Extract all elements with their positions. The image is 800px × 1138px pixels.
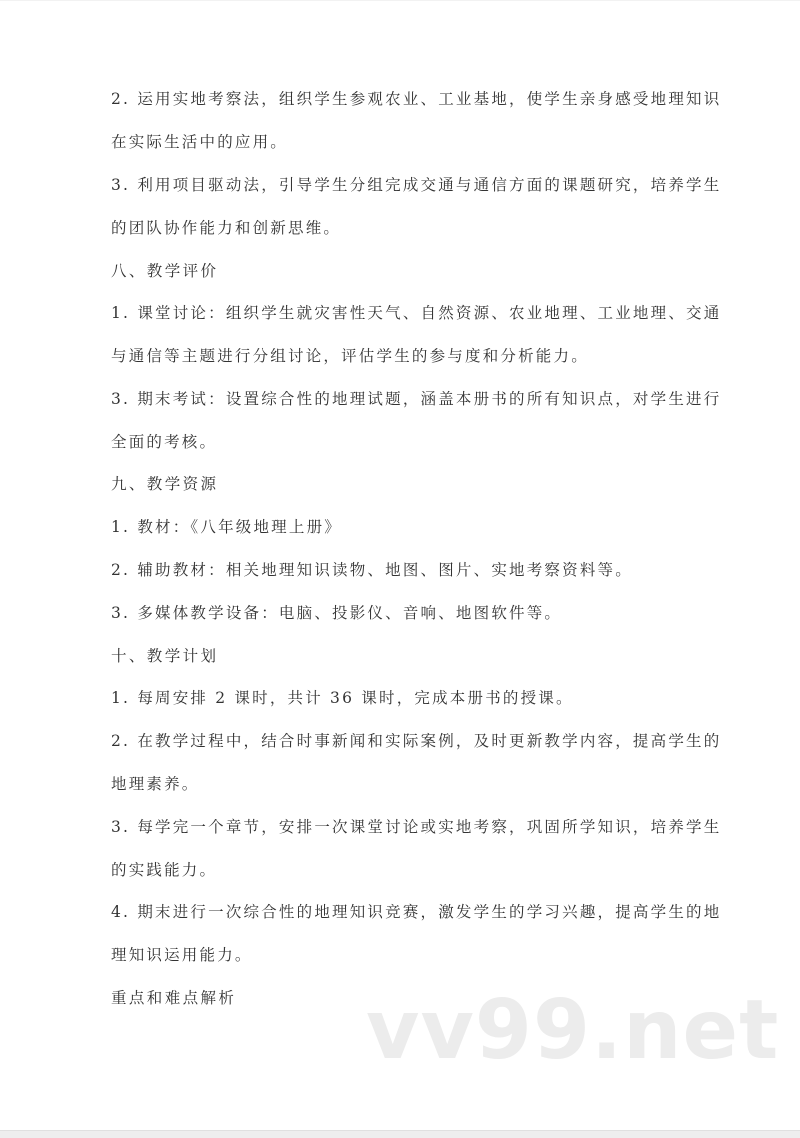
- text-line: 3. 多媒体教学设备：电脑、投影仪、音响、地图软件等。: [111, 604, 563, 622]
- text-line: 3. 期末考试：设置综合性的地理试题，涵盖本册书的所有知识点，对学生进行: [111, 390, 722, 408]
- text-line: 理知识运用能力。: [111, 946, 253, 964]
- text-line: 在实际生活中的应用。: [111, 133, 289, 151]
- text-line: 4. 期末进行一次综合性的地理知识竞赛，激发学生的学习兴趣，提高学生的地: [111, 903, 722, 921]
- watermark-text: vv99.net: [366, 983, 780, 1078]
- section-heading: 八、教学评价: [111, 262, 219, 280]
- text-line: 的实践能力。: [111, 861, 218, 879]
- text-line: 3. 每学完一个章节，安排一次课堂讨论或实地考察，巩固所学知识，培养学生: [111, 818, 722, 836]
- page-top-edge: [0, 0, 800, 1]
- text-line: 的团队协作能力和创新思维。: [111, 219, 342, 237]
- text-line: 1. 每周安排 2 课时，共计 36 课时，完成本册书的授课。: [111, 689, 574, 707]
- text-line: 1. 课堂讨论：组织学生就灾害性天气、自然资源、农业地理、工业地理、交通: [111, 304, 722, 322]
- text-line: 与通信等主题进行分组讨论，评估学生的参与度和分析能力。: [111, 347, 589, 365]
- text-line: 3. 利用项目驱动法，引导学生分组完成交通与通信方面的课题研究，培养学生: [111, 176, 722, 194]
- text-line: 2. 辅助教材：相关地理知识读物、地图、图片、实地考察资料等。: [111, 561, 633, 579]
- section-heading: 重点和难点解析: [111, 989, 237, 1007]
- text-line: 2. 运用实地考察法，组织学生参观农业、工业基地，使学生亲身感受地理知识: [111, 90, 722, 108]
- text-line: 地理素养。: [111, 775, 200, 793]
- text-line: 1. 教材：《八年级地理上册》: [111, 518, 342, 536]
- section-heading: 九、教学资源: [111, 475, 219, 493]
- section-heading: 十、教学计划: [111, 647, 219, 665]
- text-line: 2. 在教学过程中，结合时事新闻和实际案例，及时更新教学内容，提高学生的: [111, 732, 722, 750]
- text-line: 全面的考核。: [111, 433, 218, 451]
